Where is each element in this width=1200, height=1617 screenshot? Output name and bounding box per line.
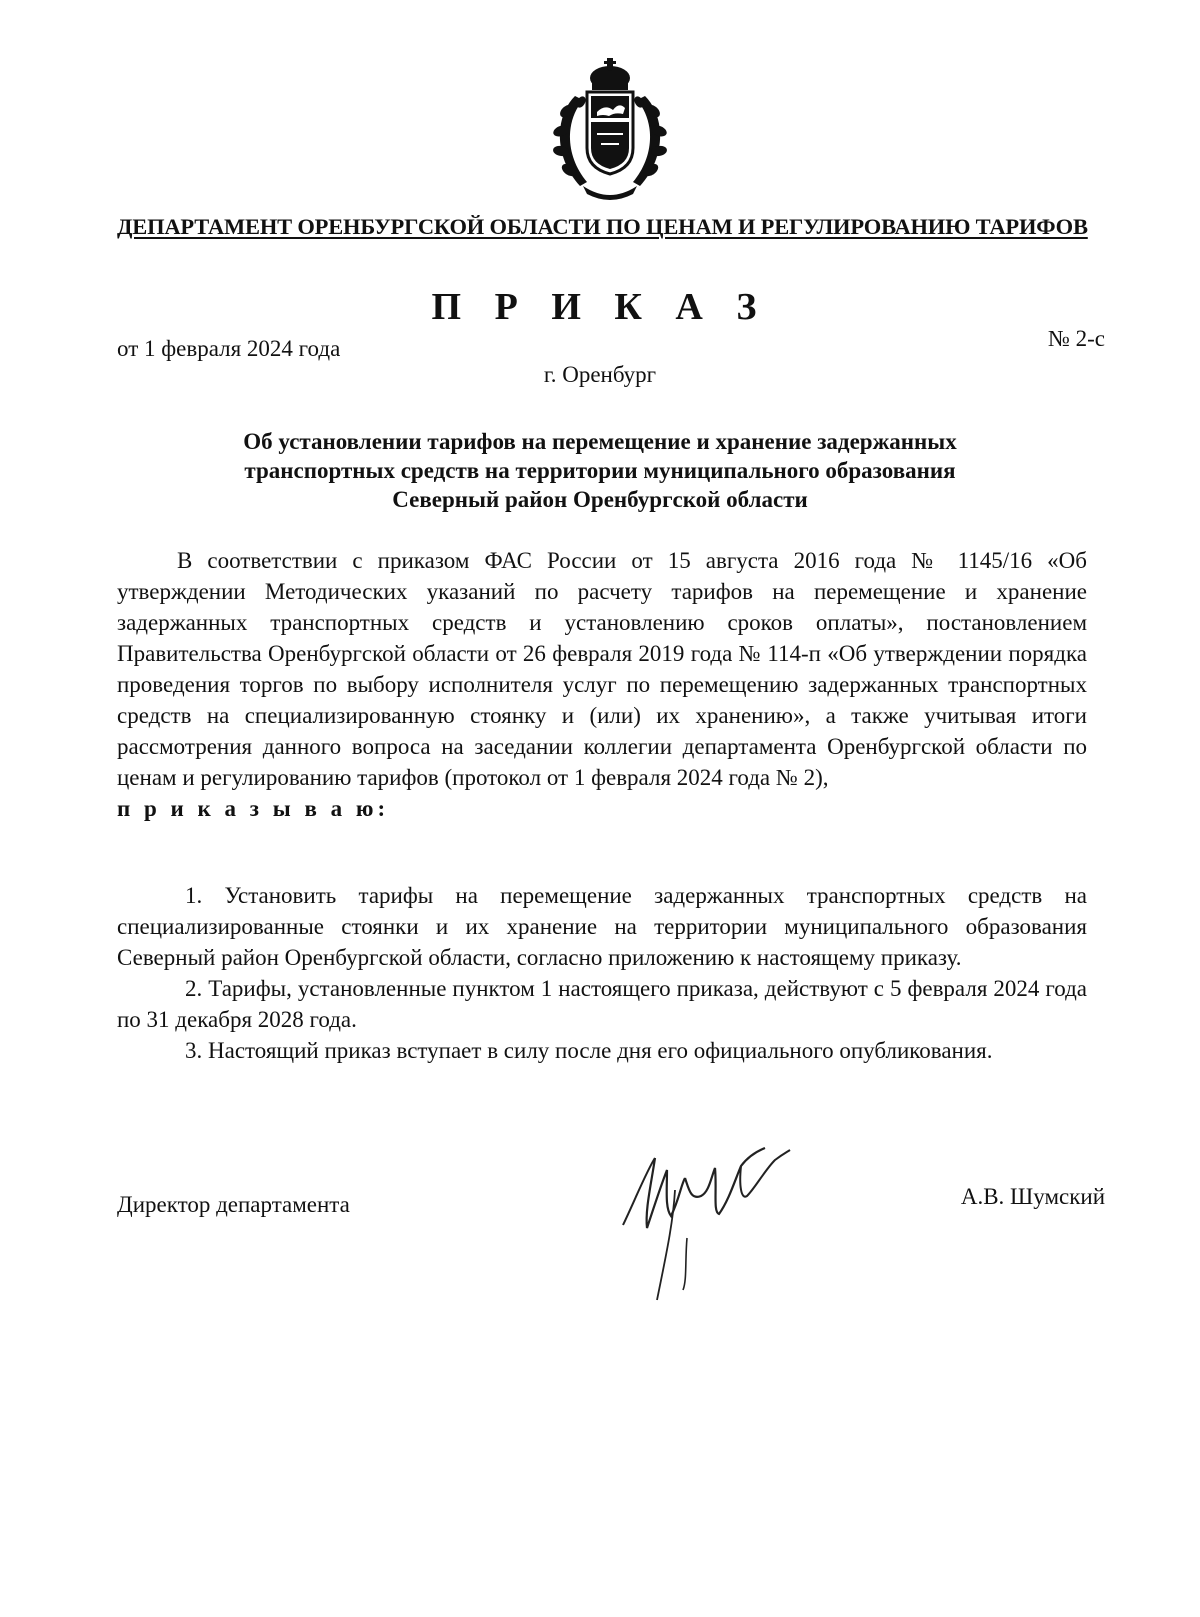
preamble-section <box>117 545 1087 824</box>
subject-line: Северный район Оренбургской области <box>392 487 808 512</box>
document-number: № 2-с <box>1047 326 1105 351</box>
order-item: 3. Настоящий приказ вступает в силу после дня его официального опубликования. <box>185 1038 993 1063</box>
order-word: п р и к а з ы в а ю: <box>117 796 390 821</box>
signatory-position: Директор департамента <box>117 1192 350 1217</box>
order-item: 2. Тарифы, установленные пунктом 1 настоящего приказа, действуют с 5 февраля 2024 года по 31 декабря 2028 года. <box>117 976 1087 1032</box>
order-item: 1. Установить тарифы на перемещение задержанных транспортных средств на специализированные стоянки и их хранение на территории муниципального образования Северный район Оренбургской области, согласно приложению к настоящему приказу. <box>117 883 1087 970</box>
handwritten-signature <box>615 1130 815 1310</box>
document-subject <box>0 427 1200 514</box>
subject-line: Об установлении тарифов на перемещение и хранение задержанных <box>243 429 957 454</box>
signatory-name: А.В. Шумский <box>960 1184 1105 1209</box>
organization-name: ДЕПАРТАМЕНТ ОРЕНБУРГСКОЙ ОБЛАСТИ ПО ЦЕНАМ И РЕГУЛИРОВАНИЮ ТАРИФОВ <box>117 214 1088 239</box>
document-date: от 1 февраля 2024 года <box>117 336 341 361</box>
orenburg-region-coat-of-arms-icon <box>545 56 675 206</box>
order-items <box>117 880 1087 1066</box>
document-title: П Р И К А З <box>431 286 769 328</box>
document-city: г. Оренбург <box>543 362 657 387</box>
subject-line: транспортных средств на территории муниципального образования <box>244 458 956 483</box>
preamble-paragraph: В соответствии с приказом ФАС России от 15 августа 2016 года № 1145/16 «Об утверждении Методических указаний по расчету тарифов на перемещение и хранение задержанных транспортных средств и установлению сроков оплаты», постановлением Правительства Оренбургской области от 26 февраля 2019 года № 114-п «Об утверждении порядка проведения торгов по выбору исполнителя услуг по перемещению задержанных транспортных средств на специализированную стоянку и (или) их хранению», а также учитывая итоги рассмотрения данного вопроса на заседании коллегии департамента Оренбургской области по ценам и регулированию тарифов (протокол от 1 февраля 2024 года № 2), <box>117 548 1087 790</box>
